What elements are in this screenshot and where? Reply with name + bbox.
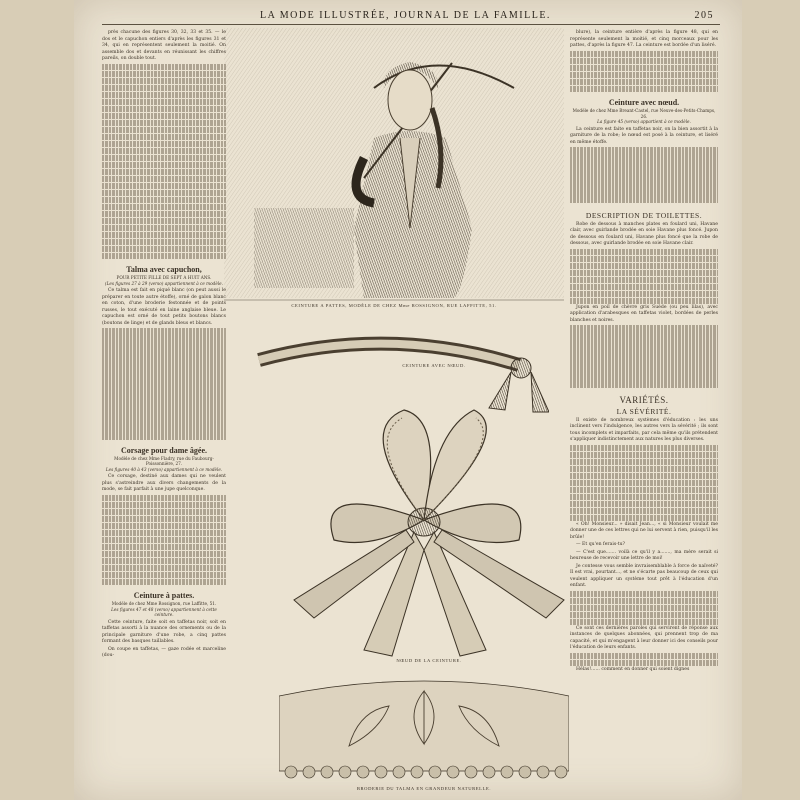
- left-column-tail: On coupe en taffetas, — gaze rodée et marceline (dou-: [102, 646, 226, 658]
- right-intro: blure), la ceinture entière d'après la figure 48, qui en représente seulement la moitié, et cinq morceaux pour les pattes, d'après la figure 47. La ceinture est bordée d'un liséré.: [570, 30, 718, 48]
- page-header: [74, 8, 742, 24]
- ceinture-subheading: Modèle de chez Mme Rossignon, rue Laffitte, 51.: [111, 601, 217, 606]
- corsage-text: Ce corsage, destiné aux dames qui ne veulent plus s'astreindre aux divers changements de la mode, se fait parfait à une jupe quelconque.: [102, 474, 226, 492]
- talma-note: (Les figures 27 à 29 (verso) appartiennent à ce modèle.: [105, 280, 223, 286]
- bow-caption: NŒUD DE LA CEINTURE.: [396, 658, 462, 663]
- noeud-text: La ceinture est faite en taffetas noir, on la bien assortit à la garniture de la robe; le nœud est posé à la ceinture, et liséré en même étoffe.: [570, 126, 718, 145]
- left-column: [102, 30, 226, 661]
- severite-text: Il existe de nombreux systèmes d'éducation : les uns inclinent vers l'indulgence, les autres vers la sévérité ; ils sont tous incomplets et imparfaits, par cela même qu'ils prétendent s'appliquer indistinctement aux natures les plus diverses.: [570, 417, 718, 442]
- severite-text-3: Ce sont ces dernières paroles qui servirent de réponse aux instances de quelques abonnées, qui prennent trop de ma capacité, et qui m'engagent à leur donner ici des conseils pour l'éducation de leurs enfants.: [570, 625, 718, 650]
- journal-title: LA MODE ILLUSTRÉE, JOURNAL DE LA FAMILLE.: [260, 10, 551, 21]
- corsage-heading: Corsage pour dame âgée.: [120, 445, 208, 455]
- severite-text-2: Je contesse vous semble invraisemblable à force de naïveté? Il est vrai, pourtant..., et ne s'écarte pas beaucoup de ceux qui veulent appliquer un système tout prêt à l'éducation d'un enfant.: [570, 563, 718, 588]
- noeud-heading: Ceinture avec nœud.: [608, 98, 680, 107]
- page-number: 205: [694, 10, 714, 21]
- right-column: [570, 30, 718, 674]
- bow-illustration: [274, 400, 584, 670]
- dialogue-1: « Oh! Monsieur... » disait Jean..., « si Monsieur voulait me donner une de ces lettres qui ne lui servent à rien, puisqu'il les brûle!: [570, 521, 718, 540]
- woman-portrait-engraving: [224, 28, 564, 306]
- talma-heading: Talma avec capuchon,: [126, 265, 202, 274]
- portrait-caption: CEINTURE A PATTES, MODÈLE DE CHEZ Mme ROSSIGNON, RUE LAFFITTE, 51.: [291, 303, 497, 308]
- noeud-note: La figure 45 (verso) appartient à ce modèle.: [597, 119, 691, 124]
- toilettes-heading: DESCRIPTION DE TOILETTES.: [585, 210, 703, 220]
- toilettes-text: Robe de dessous à manches plates en foulard uni, Havane clair, avec guirlande brodée en soie Havane plus foncé. Jupon de dessous en foulard uni, Havane plus foncé que la robe de dessous, avec guirlande brodée en soie Havane clair.: [570, 221, 718, 246]
- severite-heading: LA SÉVÉRITÉ.: [616, 406, 672, 416]
- intro-paragraph: près chacune des figures 30, 32, 33 et 35. — le dos et le capuchon entiers d'après les figures 31 et 34, qui en représentent seulement la moitié. On assemble dos et devants en réunissant les chiffres pareils, on double tout.: [102, 30, 226, 61]
- varietes-heading: VARIÉTÉS.: [619, 394, 669, 405]
- lace-embroidery-illustration: [279, 676, 569, 784]
- corsage-note: Les figures 40 à 43 (verso) appartiennent à ce modèle.: [105, 466, 223, 472]
- ceinture-note: Les figures 47 et 48 (verso) appartiennent à cette ceinture.: [111, 606, 217, 617]
- belt-caption: CEINTURE AVEC NŒUD.: [402, 363, 466, 368]
- talma-text: Ce talma est fait en piqué blanc (on peut aussi le préparer en toute autre étoffe), orné de galon blanc en coton, d'une broderie festonnée et de points russes, le tout exécuté en laine anglaise bleue. Le capuchon est orné de tout petits boutons blancs (boutons de linge) et de glands bleus et blancs.: [102, 288, 226, 326]
- header-rule: [102, 24, 720, 25]
- corsage-subheading: Modèle de chez Mme Fladry, rue du Faubourg-Poissonnière, 27.: [114, 455, 214, 466]
- journal-page: [74, 0, 742, 800]
- lace-caption: BRODERIE DU TALMA EN GRANDEUR NATURELLE.: [356, 786, 492, 791]
- right-column-tail: Hélas!...... comment en donner qui soient dignes: [576, 666, 690, 672]
- toilettes-text-2: Jupon en poil de chèvre gris Suède (ou peu lilas), avec application d'arabesques en taffetas violet, bordées de perles blanches et noires.: [570, 304, 718, 323]
- noeud-subheading: Modèle de chez Mme Breant-Castel, rue Neuve-des-Petits-Champs, 26.: [572, 108, 716, 119]
- dialogue-2: — Et qu'en ferais-tu?: [576, 542, 626, 547]
- dialogue-3: — C'est que....... voilà ce qu'il y a......., ma mère serait si heureuse de recevoir une lettre de moi!: [570, 549, 718, 561]
- talma-subheading: POUR PETITE FILLE DE SEPT A HUIT ANS.: [116, 275, 212, 280]
- ceinture-text: Cette ceinture, faite soit en taffetas noir, soit en taffetas assorti à la nuance des ornements ou de la principale garniture d'une robe, a cinq pattes formant des basques taillables.: [102, 619, 226, 644]
- ceinture-heading: Ceinture à pattes.: [133, 591, 195, 600]
